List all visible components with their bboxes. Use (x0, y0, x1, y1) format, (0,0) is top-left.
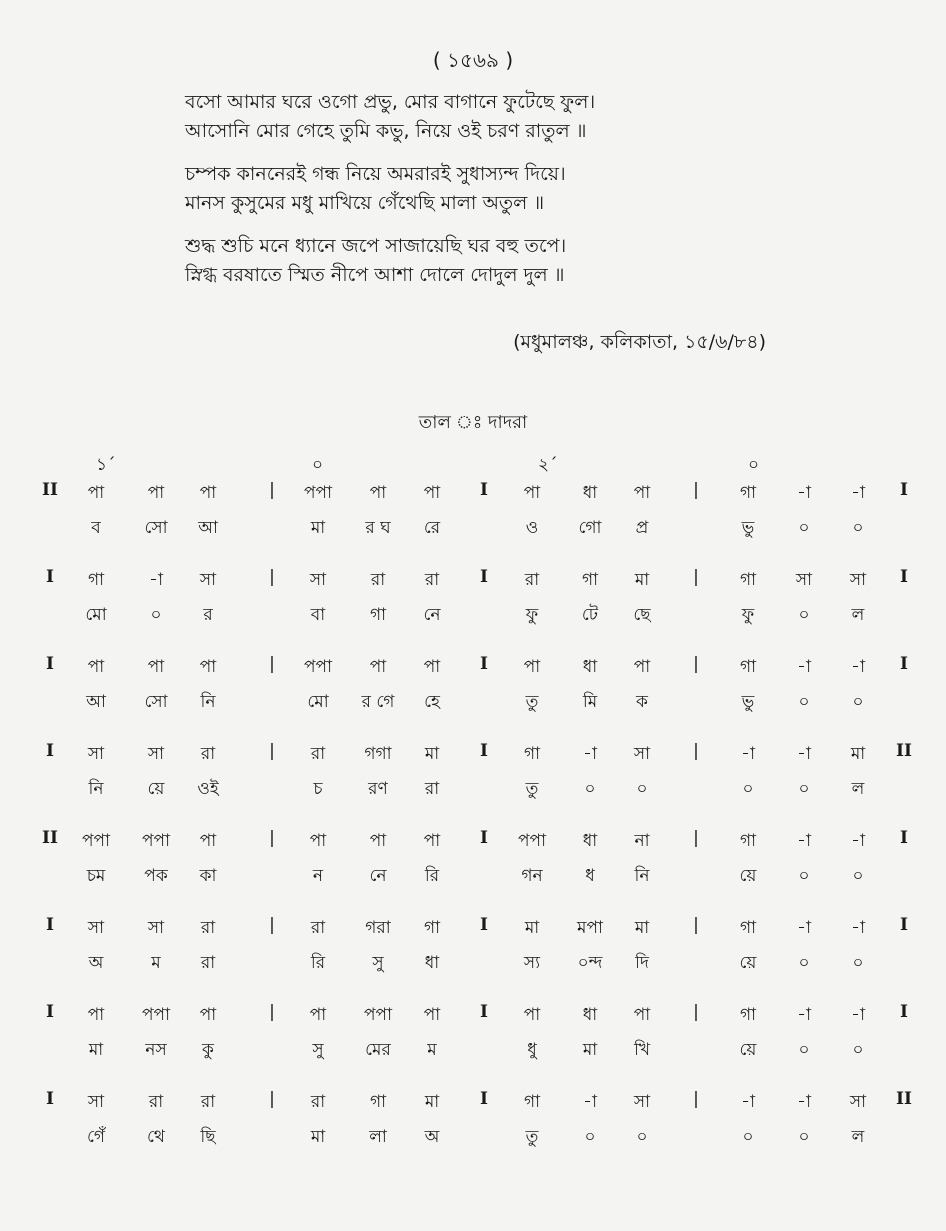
beat-divider: I (480, 1089, 488, 1109)
lyric-syllable: ল (851, 605, 865, 625)
lyric-syllable-row (0, 515, 946, 545)
swara-note: সা (87, 1092, 105, 1112)
beat-divider: I (480, 741, 488, 761)
lyric-syllable: নস (145, 1040, 167, 1060)
lyric-syllable: ০ (852, 1040, 864, 1060)
lyric-syllable: রা (200, 953, 216, 973)
swara-note: পা (87, 1005, 105, 1025)
lyric-syllable: নি (200, 692, 216, 712)
lyric-syllable: গা (369, 605, 387, 625)
swara-note: গা (739, 831, 757, 851)
lyric-syllable: ভু (741, 518, 755, 538)
tala-heading: তাল ঃ দাদরা (418, 412, 528, 433)
swara-note: গা (739, 483, 757, 503)
bar-line-close: I (900, 480, 908, 500)
beat-divider: I (480, 654, 488, 674)
swara-note: সা (633, 744, 651, 764)
swara-note: সা (795, 570, 813, 590)
lyric-syllable: আ (198, 518, 218, 538)
beat-divider: | (693, 741, 699, 761)
swara-note: পপা (81, 831, 111, 851)
lyric-syllable: তু (525, 1127, 539, 1147)
swara-note: মা (634, 918, 650, 938)
lyric-syllable: গন (521, 866, 543, 886)
beat-divider: | (693, 567, 699, 587)
swara-note: -া (851, 1005, 865, 1025)
notation-line (0, 915, 946, 1002)
swara-row (0, 915, 946, 945)
swara-note: মা (424, 744, 440, 764)
lyric-syllable: রা (424, 779, 440, 799)
lyric-syllable: খি (633, 1040, 651, 1060)
lyric-syllable: সো (144, 518, 168, 538)
notation-line (0, 654, 946, 741)
beat-divider: | (693, 654, 699, 674)
swara-note: গা (423, 918, 441, 938)
swara-note: ধা (582, 657, 598, 677)
lyric-syllable: ০ (798, 779, 810, 799)
lyric-syllable: স্য (523, 953, 541, 973)
beat-divider: I (480, 480, 488, 500)
swara-note: পা (423, 831, 441, 851)
lyric-syllable: ০ (742, 1127, 754, 1147)
swara-row (0, 828, 946, 858)
beat-divider: | (269, 1002, 275, 1022)
beat-divider: | (693, 828, 699, 848)
lyric-syllable: ০ (150, 605, 162, 625)
lyric-syllable: ও (525, 518, 539, 538)
lyric-line: স্নিগ্ধ বরষাতে স্মিত নীপে আশা দোলে দোদুল দুল ॥ (185, 264, 565, 286)
swara-note: পপা (141, 1005, 171, 1025)
lyric-syllable: মা (310, 518, 326, 538)
swara-row (0, 1002, 946, 1032)
swara-note: পা (147, 657, 165, 677)
swara-note: গা (739, 918, 757, 938)
bar-line-open: I (46, 915, 54, 935)
lyric-syllable: রে (423, 518, 441, 538)
swara-note: পা (199, 657, 217, 677)
notation-line (0, 1089, 946, 1176)
swara-row (0, 741, 946, 771)
lyric-syllable: চম (86, 866, 106, 886)
lyric-line: আসোনি মোর গেহে তুমি কভু, নিয়ে ওই চরণ রাতুল ॥ (185, 120, 587, 142)
swara-note: -া (797, 1005, 811, 1025)
lyric-syllable: নে (423, 605, 441, 625)
beat-divider: | (693, 1089, 699, 1109)
beat-divider: | (693, 1002, 699, 1022)
lyric-line: বসো আমার ঘরে ওগো প্রভু, মোর বাগানে ফুটেছে ফুল। (185, 91, 596, 113)
swara-note: পা (87, 657, 105, 677)
swara-note: -া (851, 831, 865, 851)
swara-row (0, 567, 946, 597)
swara-note: পা (199, 1005, 217, 1025)
swara-note: পা (523, 483, 541, 503)
swara-note: -া (797, 1092, 811, 1112)
lyric-syllable: ফু (741, 605, 755, 625)
swara-note: পা (87, 483, 105, 503)
lyric-syllable: ন (312, 866, 324, 886)
lyric-syllable: থে (147, 1127, 165, 1147)
lyrics-block (185, 88, 595, 290)
lyric-line: শুদ্ধ শুচি মনে ধ্যানে জপে সাজায়েছি ঘর বহু তপে। (185, 235, 567, 257)
lyric-syllable-row (0, 602, 946, 632)
swara-note: রা (200, 744, 216, 764)
swara-note: পা (199, 483, 217, 503)
lyric-syllable: ০ (798, 953, 810, 973)
lyric-syllable: য়ে (739, 953, 757, 973)
swara-row (0, 1089, 946, 1119)
swara-note: মা (850, 744, 866, 764)
swara-note: সা (87, 918, 105, 938)
swara-note: রা (148, 1092, 164, 1112)
swara-note: গগা (364, 744, 392, 764)
page-number: ( ১৫৬৯ ) (432, 48, 514, 72)
swara-note: সা (633, 1092, 651, 1112)
swara-note: পা (423, 657, 441, 677)
lyric-line: মানস কুসুমের মধু মাখিয়ে গেঁথেছি মালা অতুল ॥ (185, 192, 545, 214)
lyric-syllable: পক (144, 866, 168, 886)
swara-note: সা (849, 570, 867, 590)
swara-note: -া (741, 1092, 755, 1112)
lyric-syllable: মো (85, 605, 107, 625)
swara-note: গা (523, 744, 541, 764)
lyric-syllable: ক (636, 692, 648, 712)
lyric-syllable: চ (313, 779, 323, 799)
lyric-syllable: লা (369, 1127, 387, 1147)
swara-note: রা (310, 918, 326, 938)
lyric-syllable: সো (144, 692, 168, 712)
lyric-syllable-row (0, 950, 946, 980)
lyric-syllable: আ (86, 692, 106, 712)
lyric-syllable: মি (582, 692, 598, 712)
lyric-syllable: ০ (798, 866, 810, 886)
swara-note: গা (739, 1005, 757, 1025)
lyric-syllable: ওই (197, 779, 219, 799)
notation-line (0, 567, 946, 654)
lyric-syllable: ০ (852, 692, 864, 712)
swara-note: -া (583, 1092, 597, 1112)
lyric-syllable: দি (635, 953, 649, 973)
swara-note: সা (147, 744, 165, 764)
lyric-syllable: ০ (636, 779, 648, 799)
swara-note: পপা (363, 1005, 393, 1025)
swara-note: পপা (517, 831, 547, 851)
lyric-syllable: মা (88, 1040, 104, 1060)
swara-note: -া (851, 657, 865, 677)
lyric-syllable: মা (582, 1040, 598, 1060)
swara-note: -া (583, 744, 597, 764)
beat-mark: ০ (748, 455, 760, 475)
swara-note: ধা (582, 831, 598, 851)
notation-line (0, 828, 946, 915)
swara-note: রা (524, 570, 540, 590)
beat-divider: | (269, 567, 275, 587)
lyric-syllable: ০ (798, 692, 810, 712)
lyric-syllable: ব (91, 518, 101, 538)
lyric-syllable: রি (310, 953, 326, 973)
beat-mark: ১´ (96, 455, 116, 475)
swara-note: গা (523, 1092, 541, 1112)
swara-note: পা (423, 1005, 441, 1025)
swara-note: গা (581, 570, 599, 590)
lyric-syllable: প্র (635, 518, 649, 538)
lyric-syllable: মা (310, 1127, 326, 1147)
bar-line-close: I (900, 915, 908, 935)
swara-note: ধা (582, 483, 598, 503)
beat-divider: I (480, 1002, 488, 1022)
beat-divider: | (269, 828, 275, 848)
swara-note: সা (309, 570, 327, 590)
swara-note: মা (524, 918, 540, 938)
bar-line-close: I (900, 1002, 908, 1022)
swara-note: পা (633, 1005, 651, 1025)
swara-note: পা (199, 831, 217, 851)
bar-line-close: II (896, 741, 912, 761)
swara-note: গা (369, 1092, 387, 1112)
swara-note: -া (797, 918, 811, 938)
lyric-syllable: ০ (798, 518, 810, 538)
lyric-syllable: ০ (798, 1127, 810, 1147)
beat-divider: I (480, 828, 488, 848)
lyric-syllable: ম (427, 1040, 437, 1060)
lyric-syllable: ল (851, 1127, 865, 1147)
swara-note: পা (369, 831, 387, 851)
swara-note: সা (849, 1092, 867, 1112)
bar-line-open: I (46, 567, 54, 587)
swara-note: -া (797, 831, 811, 851)
beat-divider: I (480, 915, 488, 935)
swara-note: রা (370, 570, 386, 590)
lyric-syllable: তু (525, 692, 539, 712)
lyric-syllable-row (0, 689, 946, 719)
swara-note: পপা (303, 657, 333, 677)
swara-note: পা (423, 483, 441, 503)
bar-line-open: I (46, 741, 54, 761)
lyric-syllable: ধু (527, 1040, 537, 1060)
swara-note: সা (147, 918, 165, 938)
swara-note: মা (634, 570, 650, 590)
lyric-syllable: ০ (852, 518, 864, 538)
lyric-syllable: ০ (798, 1040, 810, 1060)
lyric-syllable: ভু (741, 692, 755, 712)
bar-line-open: I (46, 654, 54, 674)
lyric-syllable: গেঁ (86, 1127, 106, 1147)
lyric-syllable: ছে (633, 605, 651, 625)
lyric-syllable: ছি (200, 1127, 216, 1147)
swara-note: রা (200, 1092, 216, 1112)
swara-note: পপা (303, 483, 333, 503)
swara-note: গা (87, 570, 105, 590)
swara-note: গা (739, 570, 757, 590)
swara-note: রা (310, 744, 326, 764)
swara-note: পা (523, 657, 541, 677)
bar-line-open: II (42, 480, 58, 500)
lyric-syllable: কু (202, 1040, 214, 1060)
beat-divider: I (480, 567, 488, 587)
beat-mark: ০ (312, 455, 324, 475)
notation-line (0, 480, 946, 567)
bar-line-close: I (900, 828, 908, 848)
lyric-syllable: ০ (852, 866, 864, 886)
lyric-syllable: সু (312, 1040, 324, 1060)
lyric-syllable: ০ (742, 779, 754, 799)
lyric-syllable: ০ (852, 953, 864, 973)
swara-note: পা (633, 657, 651, 677)
swara-note: সা (199, 570, 217, 590)
lyric-syllable: ০ন্দ (577, 953, 603, 973)
lyric-syllable: ০ (584, 779, 596, 799)
beat-divider: | (269, 915, 275, 935)
bar-line-open: II (42, 828, 58, 848)
lyric-syllable: নে (369, 866, 387, 886)
bar-line-close: II (896, 1089, 912, 1109)
lyric-syllable: অ (424, 1127, 440, 1147)
lyric-syllable: গো (578, 518, 602, 538)
swara-note: ধা (582, 1005, 598, 1025)
lyric-syllable: রণ (368, 779, 388, 799)
lyric-syllable: র গে (361, 692, 395, 712)
lyric-syllable: ল (851, 779, 865, 799)
lyric-syllable: ফু (525, 605, 539, 625)
swara-note: রা (200, 918, 216, 938)
lyric-syllable-row (0, 1037, 946, 1067)
bar-line-close: I (900, 567, 908, 587)
swara-note: পা (147, 483, 165, 503)
lyric-syllable: তু (525, 779, 539, 799)
lyric-syllable-row (0, 1124, 946, 1154)
lyric-syllable: বা (310, 605, 326, 625)
lyric-syllable: নি (634, 866, 650, 886)
bar-line-close: I (900, 654, 908, 674)
swara-note: -া (851, 483, 865, 503)
swara-note: পা (369, 657, 387, 677)
lyric-syllable: রি (424, 866, 440, 886)
notation-line (0, 741, 946, 828)
swara-note: মা (424, 1092, 440, 1112)
beat-divider: | (269, 480, 275, 500)
swara-note: পা (523, 1005, 541, 1025)
beat-divider: | (269, 1089, 275, 1109)
swara-note: -া (797, 657, 811, 677)
swara-note: -া (797, 483, 811, 503)
lyric-syllable: হে (424, 692, 440, 712)
swara-note: -া (797, 744, 811, 764)
swara-note: সা (87, 744, 105, 764)
lyric-syllable: র ঘ (365, 518, 391, 538)
beat-divider: | (693, 480, 699, 500)
lyric-syllable: কা (199, 866, 217, 886)
lyric-syllable: য়ে (739, 866, 757, 886)
swara-note: গরা (365, 918, 391, 938)
notation-line (0, 1002, 946, 1089)
lyric-syllable: মের (365, 1040, 391, 1060)
swara-note: পা (309, 831, 327, 851)
swara-note: রা (424, 570, 440, 590)
lyric-syllable: টে (581, 605, 599, 625)
swara-note: গা (739, 657, 757, 677)
lyric-syllable: সু (372, 953, 384, 973)
swara-note: মপা (577, 918, 603, 938)
lyric-syllable: ধা (424, 953, 440, 973)
lyric-syllable: ম (151, 953, 161, 973)
lyric-syllable: ধ (585, 866, 595, 886)
lyric-syllable: ০ (636, 1127, 648, 1147)
lyric-syllable-row (0, 863, 946, 893)
swara-note: -া (149, 570, 163, 590)
lyric-syllable-row (0, 776, 946, 806)
swara-note: পপা (141, 831, 171, 851)
beat-mark: ২´ (538, 455, 558, 475)
source-citation: (মধুমালঞ্চ, কলিকাতা, ১৫/৬/৮৪) (513, 331, 766, 353)
lyric-syllable: ০ (584, 1127, 596, 1147)
swara-note: -া (851, 918, 865, 938)
beat-divider: | (269, 741, 275, 761)
swara-note: রা (310, 1092, 326, 1112)
notation-table (0, 480, 946, 1176)
lyric-line: চম্পক কাননেরই গন্ধ নিয়ে অমরারই সুধাস্যন্দ দিয়ে। (185, 163, 566, 185)
lyric-syllable: য়ে (147, 779, 165, 799)
swara-note: না (634, 831, 650, 851)
lyric-syllable: য়ে (739, 1040, 757, 1060)
swara-note: পা (309, 1005, 327, 1025)
swara-note: পা (633, 483, 651, 503)
lyric-syllable: নি (88, 779, 104, 799)
beat-divider: | (693, 915, 699, 935)
bar-line-open: I (46, 1089, 54, 1109)
swara-row (0, 480, 946, 510)
swara-row (0, 654, 946, 684)
bar-line-open: I (46, 1002, 54, 1022)
lyric-syllable: অ (88, 953, 104, 973)
lyric-syllable: র (203, 605, 213, 625)
swara-note: পা (369, 483, 387, 503)
beat-divider: | (269, 654, 275, 674)
swara-note: -া (741, 744, 755, 764)
lyric-syllable: ০ (798, 605, 810, 625)
lyric-syllable: মো (307, 692, 329, 712)
